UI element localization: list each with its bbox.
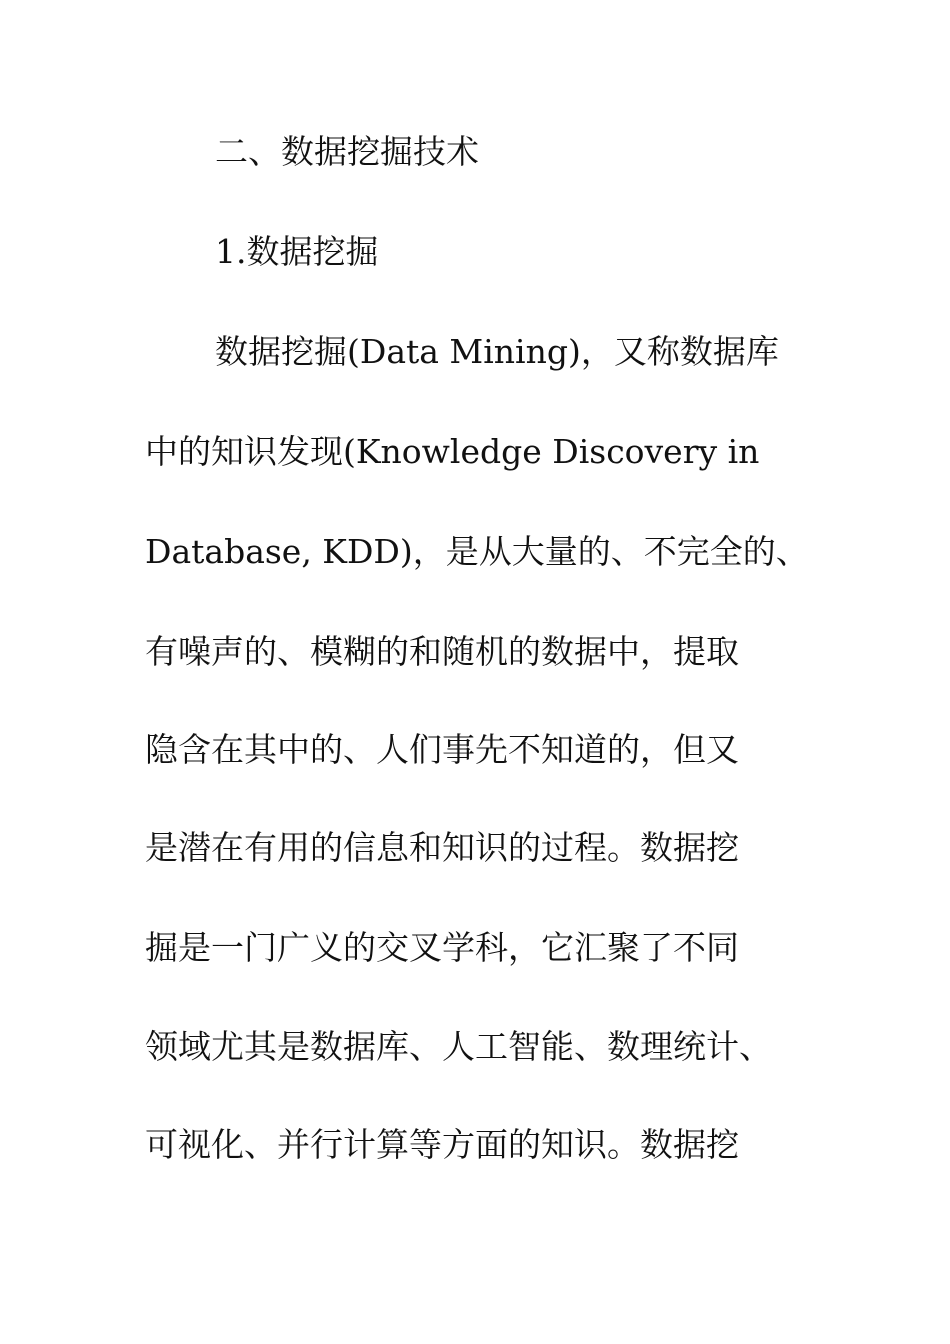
- paragraph-line: 领域尤其是数据库、人工智能、数理统计、: [145, 1027, 772, 1066]
- paragraph-line: 有噪声的、模糊的和随机的数据中，提取: [145, 632, 739, 671]
- paragraph-line: Database, KDD)，是从大量的、不完全的、: [145, 532, 809, 571]
- subsection-heading: 1.数据挖掘: [215, 232, 379, 271]
- paragraph-line: 掘是一门广义的交叉学科，它汇聚了不同: [145, 928, 739, 967]
- paragraph-line: 隐含在其中的、人们事先不知道的，但又: [145, 730, 739, 769]
- section-heading: 二、数据挖掘技术: [215, 132, 479, 171]
- paragraph-line: 数据挖掘(Data Mining)，又称数据库: [215, 332, 779, 371]
- paragraph-line: 中的知识发现(Knowledge Discovery in: [145, 432, 760, 471]
- paragraph-line: 可视化、并行计算等方面的知识。数据挖: [145, 1125, 739, 1164]
- paragraph-line: 是潜在有用的信息和知识的过程。数据挖: [145, 828, 739, 867]
